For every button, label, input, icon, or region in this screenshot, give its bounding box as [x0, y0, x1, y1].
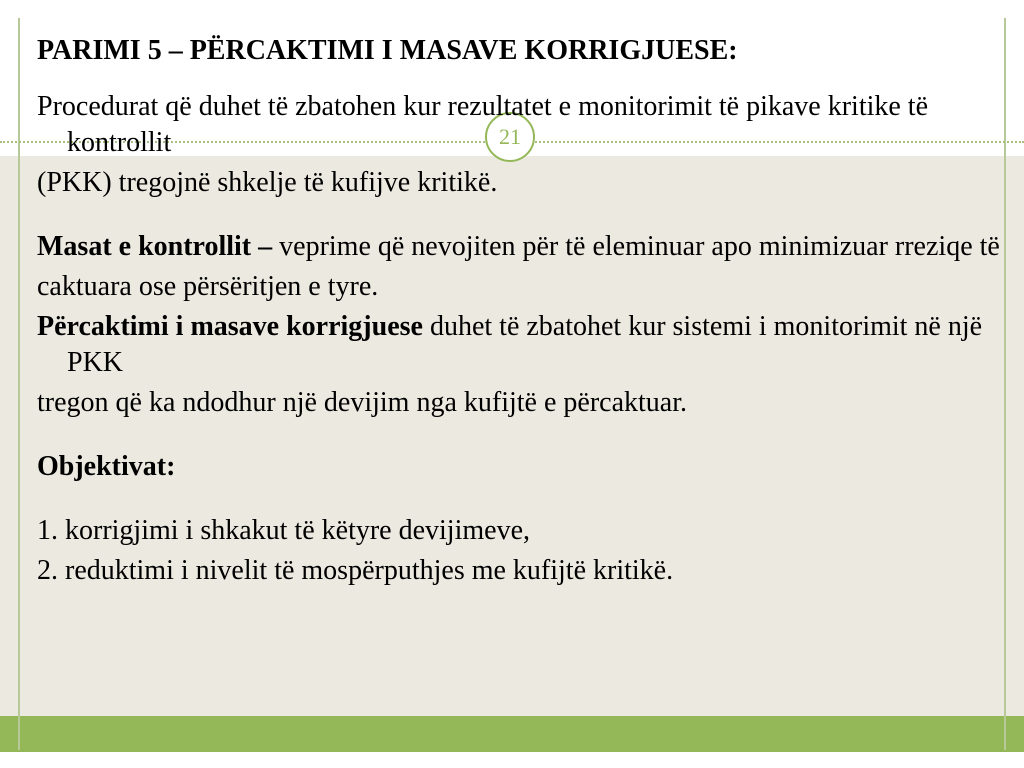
frame-left-line: [18, 18, 20, 750]
page-number-badge: 21: [485, 112, 535, 162]
footer-accent-bar: [0, 716, 1024, 752]
control-measures-term: Masat e kontrollit –: [37, 231, 273, 262]
slide-title: PARIMI 5 – PËRCAKTIMI I MASAVE KORRIGJUESE:: [37, 35, 738, 66]
corrective-measures-paragraph: [37, 309, 1002, 381]
corrective-measures-definition: duhet të zbatohet kur sistemi i monitorimit në një PKK: [67, 311, 983, 378]
intro-continuation: (PKK) tregojnë shkelje të kufijve kritikë.: [37, 167, 498, 198]
control-measures-continuation: caktuara ose përsëritjen e tyre.: [37, 271, 379, 302]
footer-strip: [0, 752, 1024, 768]
slide-body: [37, 33, 1002, 589]
control-measures-paragraph: [37, 229, 1002, 265]
corrective-measures-term: Përcaktimi i masave korrigjuese: [37, 311, 423, 342]
corrective-measures-continuation: tregon që ka ndodhur një devijim nga kufijtë e përcaktuar.: [37, 387, 688, 418]
objective-item: 2. reduktimi i nivelit të mospërputhjes me kufijtë kritikë.: [37, 555, 674, 586]
intro-paragraph: Procedurat që duhet të zbatohen kur rezultatet e monitorimit të pikave kritike të kontrollit: [37, 91, 929, 158]
control-measures-definition: veprime që nevojiten për të eleminuar apo minimizuar rreziqe të: [272, 231, 1000, 262]
objectives-heading: Objektivat:: [37, 451, 176, 482]
objective-item: 1. korrigjimi i shkakut të këtyre devijimeve,: [37, 515, 530, 546]
frame-right-line: [1004, 18, 1006, 750]
